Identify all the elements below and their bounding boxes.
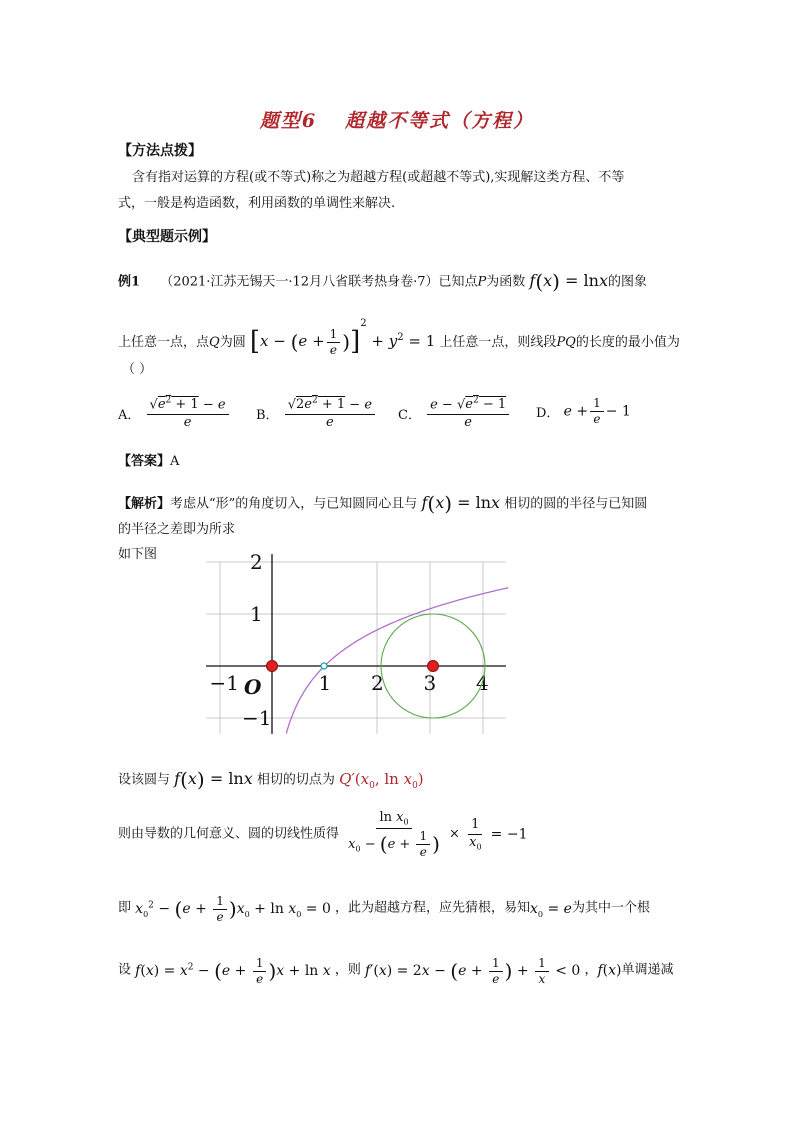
option-b-label: B． [256,407,279,423]
option-d: D． e + $\frac{1}{e}$ − 1 [536,396,631,426]
title-part1: 题型6 [259,110,318,132]
option-c-label: C． [398,407,421,423]
deriv-text: 则由导数的几何意义、圆的切线性质得 [118,826,340,842]
eq-text-b: ，此为超越方程，应先猜根，易知 [335,900,531,916]
equation-line: 即 $x_0^2 - (e$ + $\frac{1}{e}$ )$x_0 + \ln x_0 = 0$ ，此为超越方程，应先猜根，易知$x_0 = e$为其中一个根 [118,893,650,924]
option-d-expr: e + [563,403,589,420]
option-b-expr: $\frac{√2e^2 + 1 - e}{e}$ [285,396,375,431]
option-a-expr: $\frac{√e^2 + 1 - e}{e}$ [147,396,229,431]
def-text-d: 单调递减 [621,962,674,978]
method-text-1: 含有指对运算的方程(或不等式)称之为超越方程(或超越不等式),实现解这类方程、不等 [132,170,625,185]
circle-equation: [x − (e + $\frac{1}{e}$ )]$^2 + y^2 = 1$ [249,318,436,357]
x-tick-label: 4 [476,671,489,695]
line2-d: 的长度的最小值为 [575,335,680,350]
function-fx: f(x) = lnx [529,269,608,293]
curve-x-intercept-point [321,663,327,669]
y-tick-label: 1 [250,602,263,626]
option-a [118,396,231,431]
example-source: （2021·江苏无锡天一·12月八省联考热身卷·7）已知点 [160,274,478,290]
x-tick-label: −1 [209,671,239,695]
method-text-2: 式，一般是构造函数，利用函数的单调性来解决. [118,196,396,211]
analysis-line-1: 【解析】考虑从“形”的角度切入，与已知圆同心且与 f(x) = lnx 相切的圆的半径与已知圆 [118,491,648,515]
answer-value: A [170,454,180,469]
function-graph [200,548,512,738]
y-tick-label: −1 [242,706,272,730]
slope-fraction: $\ln x_0$ $x_0 - (e$ + $\frac{1}{e}$ ) [348,810,440,859]
line2-b: 为圆 [219,335,246,350]
point-q: Q [209,335,220,350]
derivative-line: 则由导数的几何意义、圆的切线性质得 $\ln x_0$ $x_0 - (e$ + $\frac{1}{e}$ ) × $\frac{1}{x_0}$ = −1 [118,810,528,859]
circle-center-point [428,661,439,672]
def-text-b: ，则 [334,962,361,978]
y-tick-label: 2 [250,550,263,574]
definition-line: 设 $f(x) = x^2 - (e$ + $\frac{1}{e}$ )x + ln x ，则 f′(x) = 2x − (e + $\frac{1}{e}$ ) + $\frac{1}{x}$ < 0 ，f(x)单调递减 [118,955,674,986]
line2-c: 上任意一点，则线段 [439,335,557,350]
title-part2: 超越不等式（方程） [345,110,535,132]
analysis-text-a: 考虑从“形”的角度切入，与已知圆同心且与 [170,496,418,512]
eq-text-c: 为其中一个根 [571,900,650,916]
section-examples: 【典型题示例】 [118,229,216,245]
x-tick-label: 3 [423,671,437,695]
answer-label: 【答案】 [118,454,171,469]
tangent-line: 设该圆与 f(x) = lnx 相切的切点为 $Q'(x_0$, $\ln x_0$) [118,767,424,791]
x-tick-label: 1 [318,671,332,695]
example-line-2 [118,314,680,367]
origin-point [267,661,278,672]
eq-text-a: 即 [118,900,132,916]
tangent-point: $Q'(x_0$, $\ln x_0$) [339,769,424,791]
page-title [0,106,794,133]
example-text-a: 为函数 [486,274,526,290]
ln-curve [286,588,508,734]
tangent-text-a: 设该圆与 [118,772,171,788]
option-b [256,396,377,431]
function-definition: $f(x) = x^2 - (e$ + $\frac{1}{e}$ )x + ln x [135,955,331,986]
derivative-expression: f′(x) = 2x − (e + $\frac{1}{e}$ ) + $\frac{1}{x}$ < 0 [364,955,581,986]
analysis-line-2: 的半径之差即为所求 [118,522,236,537]
example-line-1 [118,262,647,300]
analysis-text-b: 相切的圆的半径与已知圆 [504,496,648,512]
option-c [398,396,511,431]
example-label: 例1 [118,274,141,290]
point-p: P [477,274,487,290]
transcendental-equation: $x_0^2 - (e$ + $\frac{1}{e}$ )$x_0 + \ln x_0 = 0$ [135,893,331,924]
def-text-a: 设 [118,962,132,978]
option-a-label: A． [118,407,141,423]
section-method: 【方法点拨】 [118,143,202,159]
x-tick-label: 2 [371,671,384,695]
line2-a: 上任意一点，点 [118,335,210,350]
origin-label: O [244,675,262,699]
option-c-expr: $\frac{e - √e^2 - 1}{e}$ [427,396,509,431]
example-bracket: （ ） [122,362,153,377]
segment-pq: PQ [556,335,576,350]
figure-label: 如下图 [118,547,158,562]
option-d-label: D． [536,406,560,421]
def-text-c: ， [584,962,598,978]
example-text-b: 的图象 [608,274,648,290]
analysis-label: 【解析】 [118,496,171,512]
tangent-text-b: 相切的切点为 [256,772,335,788]
answer-line [118,450,179,475]
